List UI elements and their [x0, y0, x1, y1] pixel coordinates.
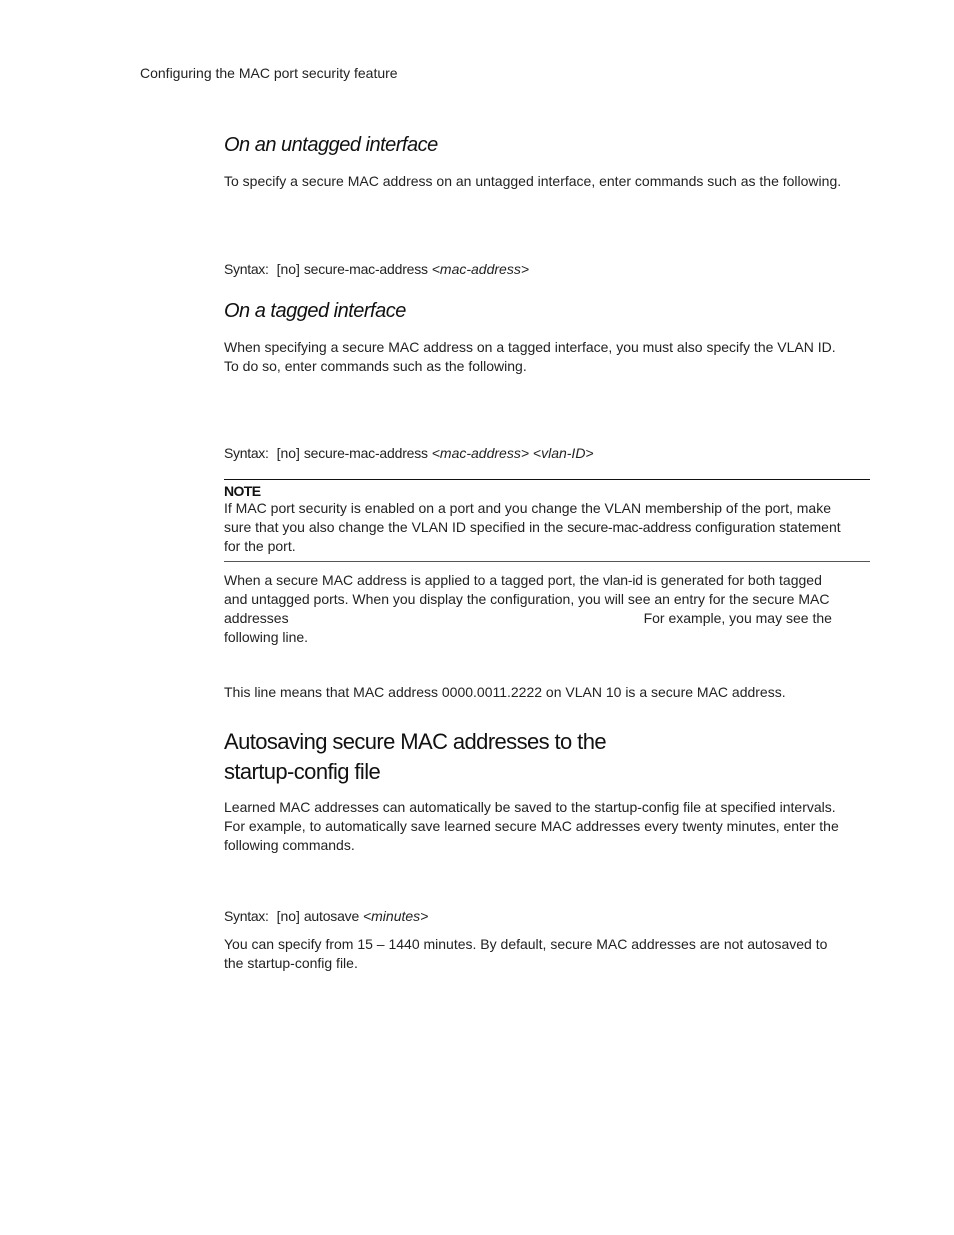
syntax-command: secure-mac-address	[303, 261, 428, 277]
para-line-meaning: This line means that MAC address 0000.0011.2222 on VLAN 10 is a secure MAC address.	[224, 684, 786, 700]
tagged-port-line2: and untagged ports. When you display the configuration, you will see an entry for the secure MAC	[224, 591, 830, 607]
heading-autosave	[224, 727, 870, 787]
heading-untagged: On an untagged interface	[224, 134, 438, 156]
tagged-port-line1	[224, 571, 870, 590]
note-body	[224, 499, 870, 556]
syntax-no: [no]	[276, 908, 300, 924]
para-tagged	[224, 338, 870, 376]
syntax-arg-mac: <mac-address>	[431, 261, 530, 277]
para-autosave-line2: For example, to automatically save learned secure MAC addresses every twenty minutes, enter the	[224, 818, 839, 834]
syntax-arg-minutes: <minutes>	[362, 908, 429, 924]
running-head: Configuring the MAC port security feature	[140, 65, 398, 81]
syntax-autosave	[224, 908, 870, 924]
para-tagged-line1: When specifying a secure MAC address on a tagged interface, you must also specify the VLAN ID.	[224, 339, 836, 355]
syntax-no: [no]	[276, 445, 300, 461]
text: When a secure MAC address is applied to a tagged port, the	[224, 572, 603, 588]
text: is generated for both tagged	[642, 572, 822, 588]
para-tagged-line2: To do so, enter commands such as the following.	[224, 358, 527, 374]
syntax-tagged	[224, 445, 870, 461]
keyword-vlan-id: vlan-id	[603, 572, 643, 588]
para-autosave-line3: following commands.	[224, 837, 355, 853]
syntax-label: Syntax:	[224, 261, 269, 277]
syntax-arg-vlan: <vlan-ID>	[532, 445, 594, 461]
para-autosave-range	[224, 935, 870, 973]
note-title: NOTE	[224, 483, 261, 499]
note-box	[224, 483, 870, 556]
heading-tagged: On a tagged interface	[224, 300, 406, 322]
syntax-no: [no]	[276, 261, 300, 277]
text: For example, you may see the	[643, 610, 832, 626]
syntax-untagged	[224, 261, 870, 277]
note-line1: If MAC port security is enabled on a port and you change the VLAN membership of the port, make	[224, 500, 831, 516]
para-autosave-line1: Learned MAC addresses can automatically be saved to the startup-config file at specified intervals.	[224, 799, 836, 815]
heading-autosave-line2: startup-config file	[224, 759, 381, 784]
syntax-command: autosave	[303, 908, 360, 924]
syntax-label: Syntax:	[224, 908, 269, 924]
para-tagged-port	[224, 571, 870, 647]
note-line2	[224, 518, 870, 537]
syntax-command: secure-mac-address	[303, 445, 428, 461]
syntax-label: Syntax:	[224, 445, 269, 461]
note-text: sure that you also change the VLAN ID specified in the	[224, 519, 568, 535]
note-top-rule	[224, 479, 870, 480]
tagged-port-line3	[224, 609, 870, 628]
note-bottom-rule	[224, 561, 870, 562]
para-autosave	[224, 798, 870, 855]
tagged-port-line4: following line.	[224, 629, 309, 645]
para-untagged: To specify a secure MAC address on an untagged interface, enter commands such as the following.	[224, 173, 842, 189]
heading-autosave-line1: Autosaving secure MAC addresses to the	[224, 729, 606, 754]
para-range-line1: You can specify from 15 – 1440 minutes. By default, secure MAC addresses are not autosaved to	[224, 936, 828, 952]
syntax-arg-mac: <mac-address>	[431, 445, 530, 461]
note-keyword: secure-mac-address	[567, 519, 692, 535]
para-range-line2: the startup-config file.	[224, 955, 358, 971]
note-line3: for the port.	[224, 538, 296, 554]
text: addresses	[224, 610, 289, 626]
note-text: configuration statement	[691, 519, 841, 535]
